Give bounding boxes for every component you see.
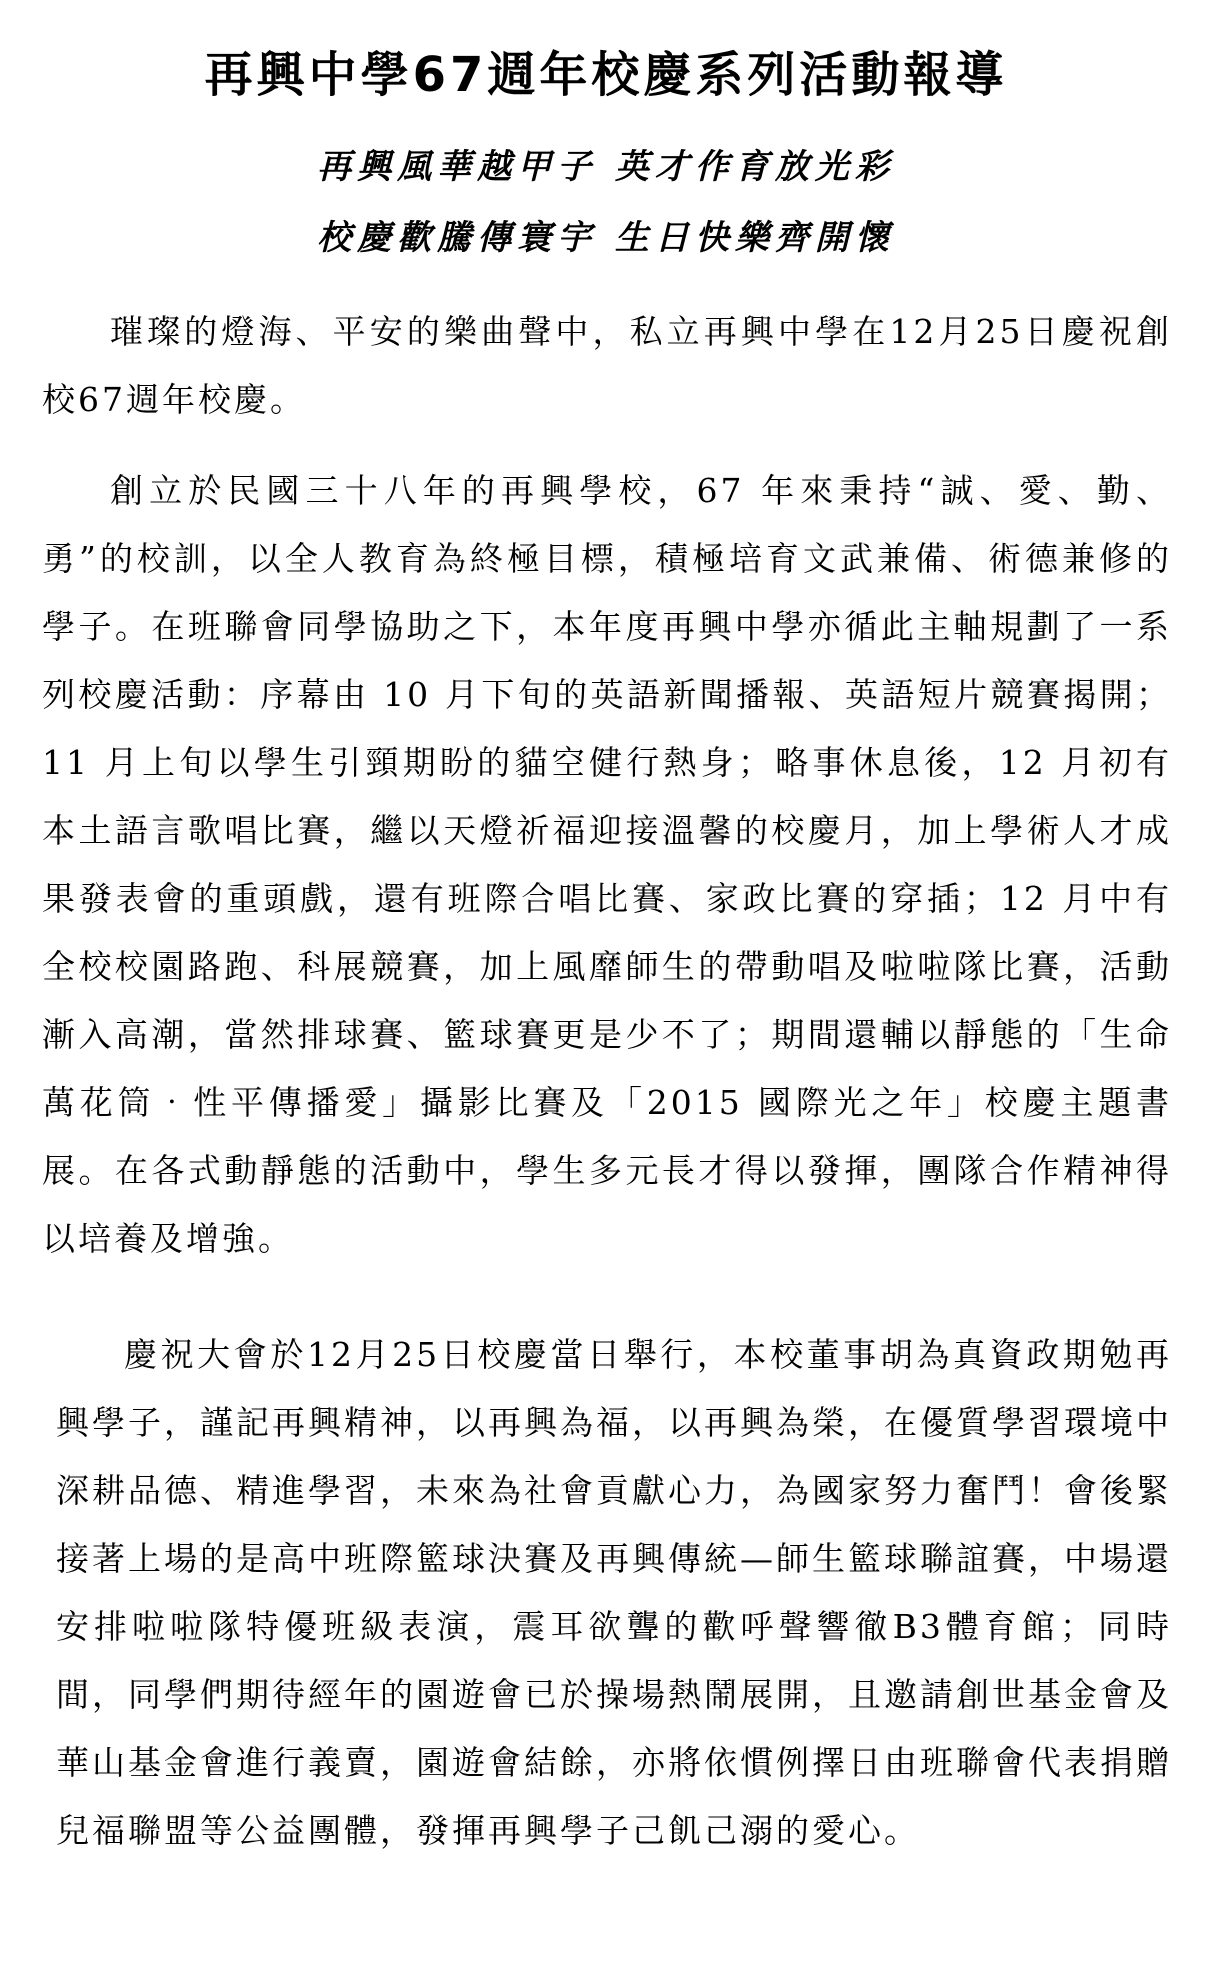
paragraph-activities: 創立於民國三十八年的再興學校，67 年來秉持“誠、愛、勤、勇”的校訓，以全人教育為終極目標，積極培育文武兼備、術德兼修的學子。在班聯會同學協助之下，本年度再興中學亦循此主軸規劃了一系列校慶活動：序幕由 10 月下旬的英語新聞播報、英語短片競賽揭開；11 月上旬以學生引頸期盼的貓空健行熱身；略事休息後，12 月初有本土語言歌唱比賽，繼以天燈祈福迎接溫馨的校慶月，加上學術人才成果發表會的重頭戲，還有班際合唱比賽、家政比賽的穿插；12 月中有全校校園路跑、科展競賽，加上風靡師生的帶動唱及啦啦隊比賽，活動漸入高潮，當然排球賽、籃球賽更是少不了；期間還輔以靜態的「生命萬花筒‧性平傳播愛」攝影比賽及「2015 國際光之年」校慶主題書展。在各式動靜態的活動中，學生多元長才得以發揮，團隊合作精神得以培養及增強。 bbox=[42, 471, 1172, 1258]
document-title: 再興中學67週年校慶系列活動報導 bbox=[204, 47, 1008, 103]
paragraph-ceremony: 慶祝大會於12月25日校慶當日舉行，本校董事胡為真資政期勉再興學子，謹記再興精神，以再興為福，以再興為榮，在優質學習環境中深耕品德、精進學習，未來為社會貢獻心力，為國家努力奮鬥！會後緊接著上場的是高中班際籃球決賽及再興傳統—師生籃球聯誼賽，中場還安排啦啦隊特優班級表演，震耳欲聾的歡呼聲響徹B3體育館；同時間，同學們期待經年的園遊會已於操場熱鬧展開，且邀請創世基金會及華山基金會進行義賣，園遊會結餘，亦將依慣例擇日由班聯會代表捐贈兒福聯盟等公益團體，發揮再興學子己飢己溺的愛心。 bbox=[56, 1335, 1172, 1850]
paragraph-intro: 璀璨的燈海、平安的樂曲聲中，私立再興中學在12月25日慶祝創校67週年校慶。 bbox=[42, 312, 1172, 419]
subtitle-line-2: 校慶歡騰傳寰宇 生日快樂齊開懷 bbox=[317, 218, 895, 258]
subtitle-line-1: 再興風華越甲子 英才作育放光彩 bbox=[317, 147, 895, 187]
